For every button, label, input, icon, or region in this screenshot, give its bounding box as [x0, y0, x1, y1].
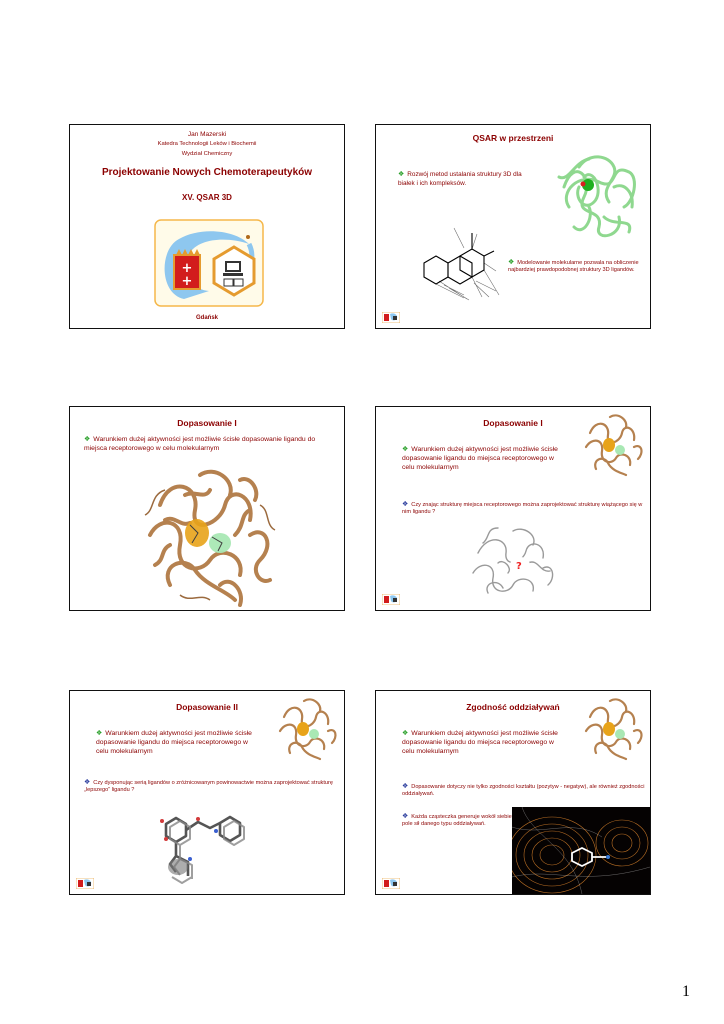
faculty: Wydział Chemiczny	[181, 151, 233, 157]
slide-title	[69, 124, 345, 329]
page-number: 1	[682, 983, 690, 1000]
bullet-item: ❖ Warunkiem dużej aktywności jest możliwie ścisłe dopasowanie ligandu do miejsca receptorowego w celu molekularnym	[84, 436, 316, 452]
bullet-item: ❖ Czy znając strukturę miejsca receptorowego można zaprojektować strukturę wiążącego się w nim ligandu ?	[402, 501, 643, 516]
diamond-bullet-icon: ❖	[402, 446, 409, 453]
diamond-bullet-icon: ❖	[402, 501, 409, 508]
bullet-item: ❖ Czy dysponując serią ligandów o zróżnicowanym powinowactwie można zaprojektować strukturę „lepszego” ligandu ?	[84, 779, 333, 794]
slide-title-text: QSAR w przestrzeni	[472, 133, 554, 143]
bullet-item: ❖ Warunkiem dużej aktywności jest możliwie ścisłe dopasowanie ligandu do miejsca receptorowego w celu molekularnym	[96, 730, 252, 755]
protein-ligand-thumbnail-image	[582, 697, 644, 761]
diamond-bullet-icon: ❖	[402, 813, 409, 820]
university-logo-icon	[76, 878, 94, 889]
svg-text:+: +	[181, 274, 193, 289]
slide-fitting-1b	[375, 406, 651, 611]
slide-qsar-space	[375, 124, 651, 329]
diamond-bullet-icon: ❖	[398, 171, 405, 178]
protein-structure-image	[554, 147, 642, 245]
diamond-bullet-icon: ❖	[84, 436, 91, 443]
diamond-bullet-icon: ❖	[508, 259, 515, 266]
bullet-item: ❖ Dopasowanie dotyczy nie tylko zgodności kształtu (pozytyw - negatyw), ale również zgodności oddziaływań.	[402, 783, 645, 798]
university-logo-icon	[382, 312, 400, 323]
diamond-bullet-icon: ❖	[402, 783, 409, 790]
university-logo-icon	[382, 878, 400, 889]
slide-interaction-compatibility	[375, 690, 651, 895]
protein-ligand-complex-image	[140, 465, 280, 607]
protein-ligand-thumbnail-image	[276, 697, 338, 761]
bullet-item: ❖ Warunkiem dużej aktywności jest możliwie ścisłe dopasowanie ligandu do miejsca receptorowego w celu molekularnym	[402, 446, 558, 471]
slide-fitting-1	[69, 406, 345, 611]
slide-title-text: Projektowanie Nowych Chemoterapeutyków	[101, 167, 313, 178]
slide-title-text: Dopasowanie I	[177, 418, 237, 428]
diamond-bullet-icon: ❖	[96, 730, 103, 737]
diamond-bullet-icon: ❖	[84, 779, 91, 786]
author: Jan Mazerski	[187, 131, 227, 138]
question-mark: ?	[516, 561, 522, 572]
svg-text:+: +	[181, 261, 193, 276]
protein-ligand-thumbnail-image	[582, 413, 644, 477]
bullet-item: ❖ Każda cząsteczka generuje wokół siebie pole sił danego typu oddziaływań.	[402, 813, 512, 828]
receptor-site-image	[468, 523, 558, 599]
bullet-item: ❖ Rozwój metod ustalania struktury 3D dla białek i ich kompleksów.	[398, 171, 522, 187]
slide-title-text: Zgodność oddziaływań	[466, 702, 560, 712]
slide-fitting-2	[69, 690, 345, 895]
ligand-series-image	[156, 809, 256, 893]
slide-title-text: Dopasowanie I	[483, 418, 543, 428]
faculty-emblem-icon	[154, 219, 264, 307]
ligand-overlay-image	[414, 223, 504, 303]
diamond-bullet-icon: ❖	[402, 730, 409, 737]
slide-title-text: Dopasowanie II	[176, 702, 238, 712]
city: Gdańsk	[195, 315, 218, 321]
department: Katedra Technologii Leków i Biochemii	[157, 141, 257, 147]
slide-subtitle: XV. QSAR 3D	[182, 193, 232, 202]
bullet-item: ❖ Modelowanie molekularne pozwala na obliczenie najbardziej prawdopodobnej struktury 3D ligandów.	[508, 259, 639, 274]
university-logo-icon	[382, 594, 400, 605]
bullet-item: ❖ Warunkiem dużej aktywności jest możliwie ścisłe dopasowanie ligandu do miejsca receptorowego w celu molekularnym	[402, 730, 558, 755]
force-field-image	[512, 807, 650, 894]
